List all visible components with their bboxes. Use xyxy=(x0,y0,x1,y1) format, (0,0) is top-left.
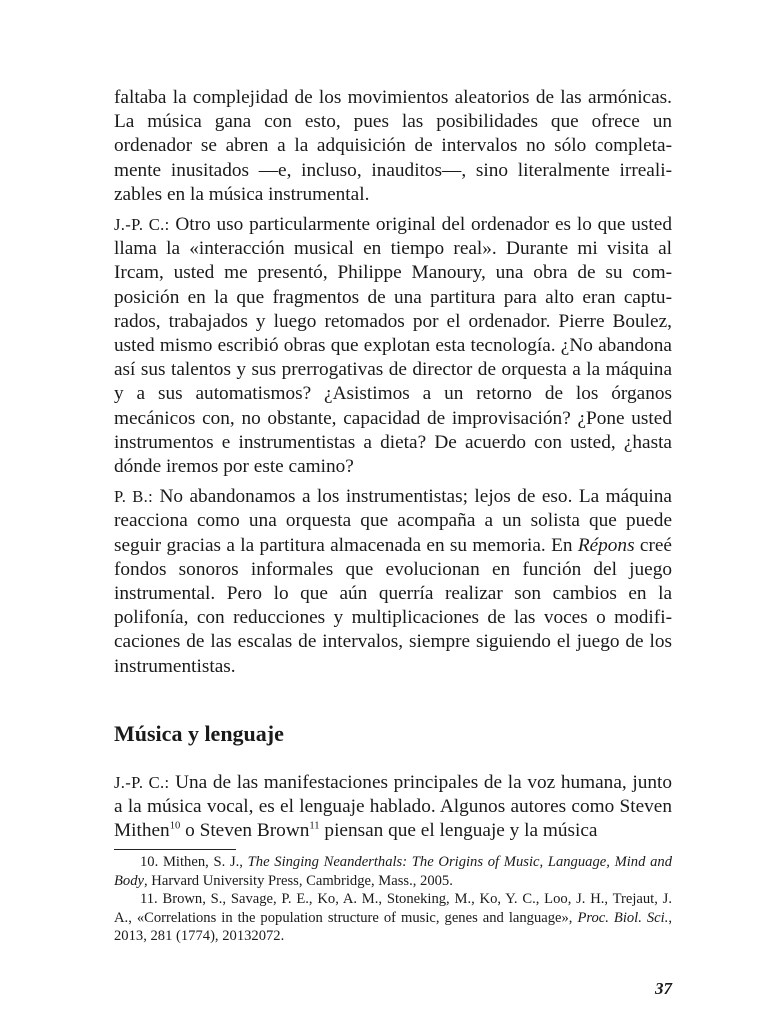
work-title: Répons xyxy=(577,534,635,556)
footnote-10-text-a: 10. Mithen, S. J., xyxy=(140,854,248,870)
footnote-ref-10: 10 xyxy=(169,820,181,832)
footnote-10-text-b: , Harvard University Press, Cambridge, Mass., 2005. xyxy=(144,872,453,889)
speaker-label: J.-P. C.: xyxy=(114,215,170,235)
footnote-11 xyxy=(114,890,672,946)
paragraph-4 xyxy=(114,771,672,844)
main-text xyxy=(114,86,672,843)
paragraph-3-text-b: creé fondos sonoros informales que evolucionan en función del juego instrumental. Pero lo que aún querría realizar son cambios en la polifonía, con reducciones y multiplicaciones de las voces o modificaciones de las escalas de intervalos, siempre siguiendo el juego de los instrumentistas. xyxy=(114,534,672,677)
paragraph-4-text-c: piensan que el lenguaje y la música xyxy=(319,820,598,842)
paragraph-4-text-b: o Steven Brown xyxy=(180,820,310,842)
paragraph-1: faltaba la complejidad de los movimientos aleatorios de las armónicas. La música gana con esto, pues las posibilidades que ofrece un ordenador se abren a la adquisición de intervalos no sólo completamente inusitados —e, incluso, inauditos—, sino literalmente irrealizables en la música instrumental. xyxy=(114,87,672,205)
section-heading: Música y lenguaje xyxy=(114,720,284,746)
paragraph-4-text-a: Una de las manifestaciones principales de la voz humana, junto a la música vocal, es el lenguaje hablado. Algunos autores como Steven Mithen xyxy=(114,771,672,842)
footnotes xyxy=(114,853,672,946)
paragraph-2-text: Otro uso particularmente original del ordenador es lo que usted llama la «interacción musical en tiempo real». Durante mi visita al Ircam, usted me presentó, Philippe Manoury, una obra de su composición en la que fragmentos de una partitura para alto eran capturados, trabajados y luego retomados por el ordenador. Pierre Boulez, usted mismo escribió obras que explotan esta tecnología. ¿No abandona así sus talentos y sus prerrogativas de director de orquesta a la máquina y a sus automatismos? ¿Asistimos a un retorno de los órganos mecánicos con, no obstante, capacidad de improvisación? ¿Pone usted instrumentos e instrumentistas a dieta? De acuerdo con usted, ¿hasta dónde iremos por este camino? xyxy=(114,214,672,478)
footnote-10-title: The Singing Neanderthals: The Origins of Music, Language, Mind and Body xyxy=(114,854,672,889)
speaker-label: P. B.: xyxy=(114,487,154,507)
footnote-10 xyxy=(114,853,672,890)
speaker-label: J.-P. C.: xyxy=(114,772,170,792)
footnote-11-text-a: 11. Brown, S., Savage, P. E., Ko, A. M., Stoneking, M., Ko, Y. C., Loo, J. H., Trejaut, J. A., «Correlations in the population structure of music, genes and language», xyxy=(114,891,672,926)
footnote-divider xyxy=(114,849,236,850)
paragraph-3 xyxy=(114,485,672,679)
footnote-11-journal: Proc. Biol. Sci. xyxy=(577,909,669,926)
paragraph-3-text-a: No abandonamos a los instrumentistas; lejos de eso. La máquina reacciona como una orquesta que acompaña a un solista que puede seguir gracias a la partitura almacenada en su memoria. En xyxy=(114,486,672,556)
paragraph-2 xyxy=(114,213,672,479)
footnote-ref-11: 11 xyxy=(309,820,320,832)
footnote-11-text-b: , 2013, 281 (1774), 20132072. xyxy=(114,909,672,945)
page-number: 37 xyxy=(655,979,672,998)
